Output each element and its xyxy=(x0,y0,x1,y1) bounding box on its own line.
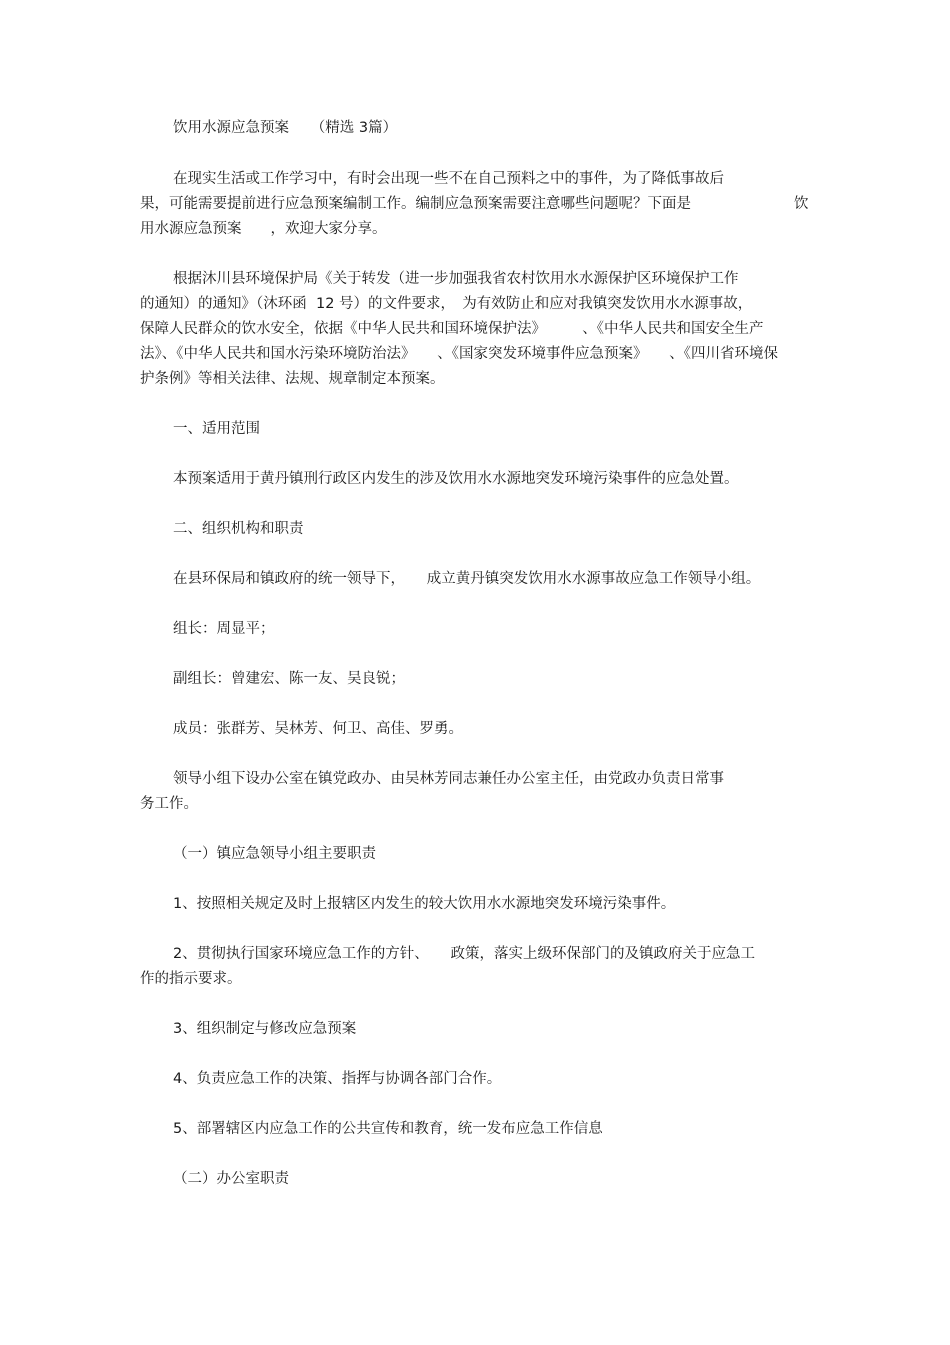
subsection-1-heading: （一）镇应急领导小组主要职责 xyxy=(173,846,376,862)
duty-item-4: 4、负责应急工作的决策、指挥与协调各部门合作。 xyxy=(173,1071,502,1087)
duty-item-2-line-1: 2、贯彻执行国家环境应急工作的方针、 政策，落实上级环保部门的及镇政府关于应急工 xyxy=(173,946,755,962)
office-line-1: 领导小组下设办公室在镇党政办、由吴林芳同志兼任办公室主任，由党政办负责日常事 xyxy=(173,771,724,787)
intro-line-1: 在现实生活或工作学习中，有时会出现一些不在自己预料之中的事件，为了降低事故后 xyxy=(173,171,724,187)
basis-line-2: 的通知）的通知》（沐环函 12 号）的文件要求， 为有效防止和应对我镇突发饮用水水源事故， xyxy=(140,296,753,312)
section-1-heading: 一、适用范围 xyxy=(173,421,260,437)
intro-line-3: 用水源应急预案 ，欢迎大家分享。 xyxy=(140,221,387,237)
duty-item-5: 5、部署辖区内应急工作的公共宣传和教育，统一发布应急工作信息 xyxy=(173,1121,603,1137)
deputy-line: 副组长：曾建宏、陈一友、吴良锐； xyxy=(173,671,405,687)
intro-line-2: 果，可能需要提前进行应急预案编制工作。编制应急预案需要注意哪些问题呢？下面是 xyxy=(140,196,691,212)
office-line-2: 务工作。 xyxy=(140,796,198,812)
duty-item-1: 1、按照相关规定及时上报辖区内发生的较大饮用水水源地突发环境污染事件。 xyxy=(173,896,676,912)
subsection-2-heading: （二）办公室职责 xyxy=(173,1171,289,1187)
section-2-heading: 二、组织机构和职责 xyxy=(173,521,304,537)
section-1-text: 本预案适用于黄丹镇刑行政区内发生的涉及饮用水水源地突发环境污染事件的应急处置。 xyxy=(173,471,739,487)
basis-line-5: 护条例》等相关法律、法规、规章制定本预案。 xyxy=(140,371,445,387)
document-title: 饮用水源应急预案 （精选 3篇） xyxy=(173,120,398,136)
basis-line-3: 保障人民群众的饮水安全，依据《中华人民共和国环境保护法》 、《中华人民共和国安全生产 xyxy=(140,321,764,337)
duty-item-3: 3、组织制定与修改应急预案 xyxy=(173,1021,357,1037)
section-2-text: 在县环保局和镇政府的统一领导下， 成立黄丹镇突发饮用水水源事故应急工作领导小组。 xyxy=(173,571,761,587)
basis-line-4: 法》、《中华人民共和国水污染环境防治法》 、《国家突发环境事件应急预案》 、《四川省环境保 xyxy=(140,346,778,362)
basis-line-1: 根据沐川县环境保护局《关于转发（进一步加强我省农村饮用水水源保护区环境保护工作 xyxy=(173,271,739,287)
duty-item-2-line-2: 作的指示要求。 xyxy=(140,971,242,987)
members-line: 成员：张群芳、吴林芳、何卫、高佳、罗勇。 xyxy=(173,721,463,737)
leader-line: 组长：周显平； xyxy=(173,621,275,637)
intro-line-2-tail: 饮 xyxy=(794,196,809,212)
